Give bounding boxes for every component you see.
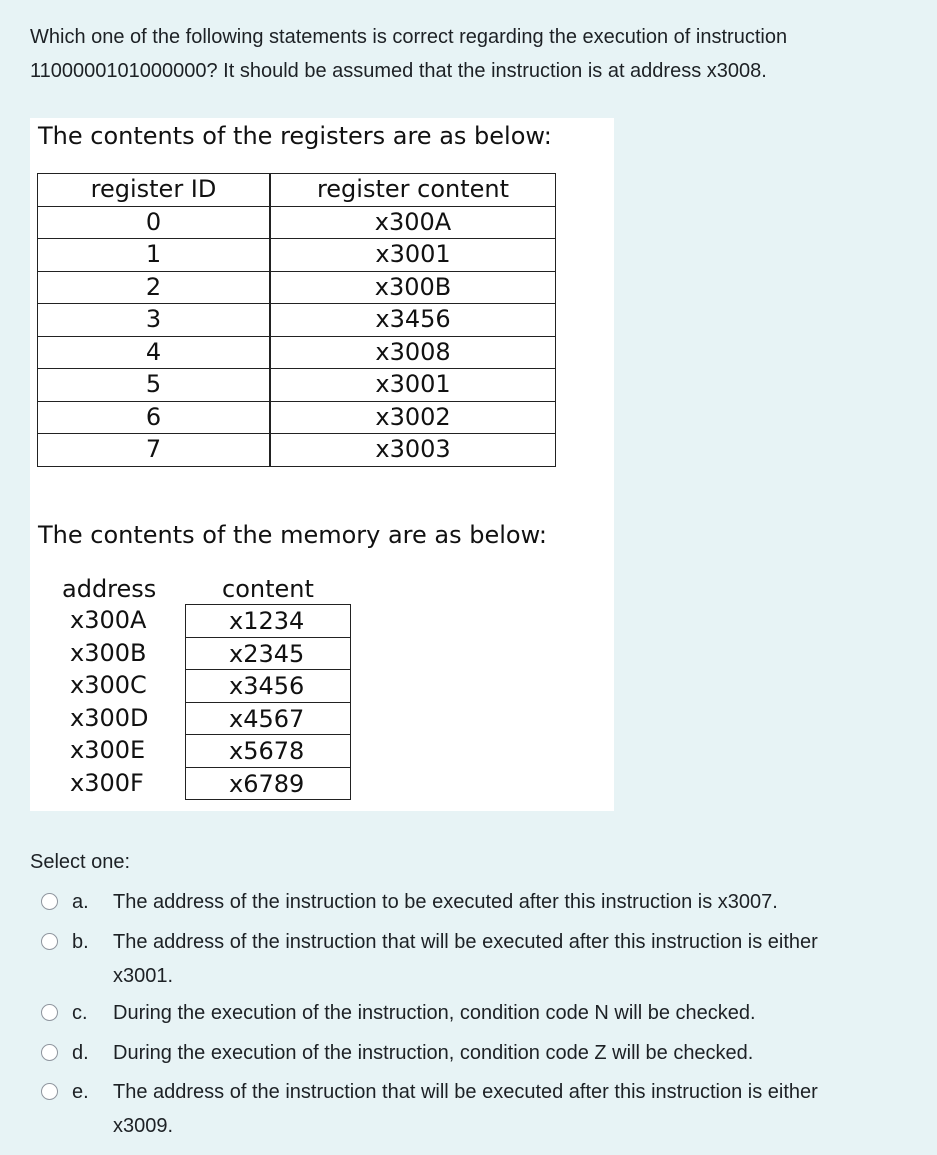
memory-content: x4567 (185, 702, 351, 735)
table-row (38, 401, 556, 434)
option-text-line: The address of the instruction that will be executed after this instruction is either (113, 1081, 818, 1103)
memory-address: x300B (70, 638, 147, 667)
answer-block (30, 845, 920, 1137)
question-line-2: 1100000101000000? It should be assumed that the instruction is at address x3008. (30, 60, 767, 82)
memory-content: x5678 (185, 734, 351, 767)
table-row (38, 304, 556, 337)
table-row (30, 734, 614, 767)
radio-option-b[interactable] (41, 933, 58, 950)
register-id: 6 (38, 401, 271, 434)
register-content: x300A (270, 206, 556, 239)
option-letter: e. (72, 1081, 89, 1103)
option-text[interactable] (113, 996, 913, 1030)
table-row (30, 604, 614, 637)
radio-option-c[interactable] (41, 1004, 58, 1021)
memory-content: x3456 (185, 669, 351, 702)
option-text-line: The address of the instruction that will be executed after this instruction is either (113, 931, 818, 953)
option-text-line: During the execution of the instruction, condition code N will be checked. (113, 1002, 756, 1024)
memory-heading: The contents of the memory are as below: (38, 521, 548, 549)
register-id: 0 (38, 206, 271, 239)
registers-header-row (38, 174, 556, 207)
option-text-line: x3001. (113, 965, 174, 987)
table-row (38, 206, 556, 239)
option-text-line: During the execution of the instruction, condition code Z will be checked. (113, 1042, 754, 1064)
register-content: x3002 (270, 401, 556, 434)
option-letter: a. (72, 891, 89, 913)
option-text-line: The address of the instruction to be executed after this instruction is x3007. (113, 891, 778, 913)
option-text[interactable] (113, 885, 913, 919)
memory-header-address: address (62, 575, 157, 603)
memory-address: x300C (70, 671, 147, 700)
register-id: 7 (38, 434, 271, 467)
memory-content: x1234 (185, 604, 351, 637)
table-row (38, 271, 556, 304)
option-text[interactable] (113, 1075, 913, 1143)
radio-option-a[interactable] (41, 893, 58, 910)
table-row (30, 669, 614, 702)
registers-heading: The contents of the registers are as below: (38, 122, 552, 150)
table-row (38, 239, 556, 272)
register-id: 3 (38, 304, 271, 337)
option-text[interactable] (113, 1036, 913, 1070)
question-text (30, 20, 910, 88)
option-text[interactable] (113, 925, 913, 993)
register-content: x3456 (270, 304, 556, 337)
question-figure (30, 118, 614, 811)
memory-address: x300F (70, 769, 144, 797)
memory-address: x300E (70, 736, 146, 765)
option-letter: d. (72, 1042, 89, 1064)
table-row (30, 637, 614, 670)
table-row (30, 767, 614, 800)
memory-address: x300D (70, 703, 149, 732)
question-line-1: Which one of the following statements is correct regarding the execution of instruction (30, 26, 788, 48)
option-letter: c. (72, 1002, 88, 1024)
option-letter: b. (72, 931, 89, 953)
register-content: x300B (270, 271, 556, 304)
registers-header-id: register ID (38, 174, 271, 207)
option-text-line: x3009. (113, 1115, 174, 1137)
register-content: x3001 (270, 239, 556, 272)
register-content: x3003 (270, 434, 556, 467)
radio-option-d[interactable] (41, 1044, 58, 1061)
select-one-prompt: Select one: (30, 851, 131, 873)
registers-header-content: register content (270, 174, 556, 207)
memory-header-content: content (222, 575, 314, 603)
table-row (38, 434, 556, 467)
table-row (38, 336, 556, 369)
register-id: 1 (38, 239, 271, 272)
register-id: 5 (38, 369, 271, 402)
radio-option-e[interactable] (41, 1083, 58, 1100)
memory-content: x2345 (185, 637, 351, 670)
register-id: 2 (38, 271, 271, 304)
table-row (38, 369, 556, 402)
registers-table (37, 173, 556, 467)
register-id: 4 (38, 336, 271, 369)
memory-content: x6789 (185, 767, 351, 800)
register-content: x3008 (270, 336, 556, 369)
memory-address: x300A (70, 606, 147, 634)
table-row (30, 702, 614, 735)
register-content: x3001 (270, 369, 556, 402)
